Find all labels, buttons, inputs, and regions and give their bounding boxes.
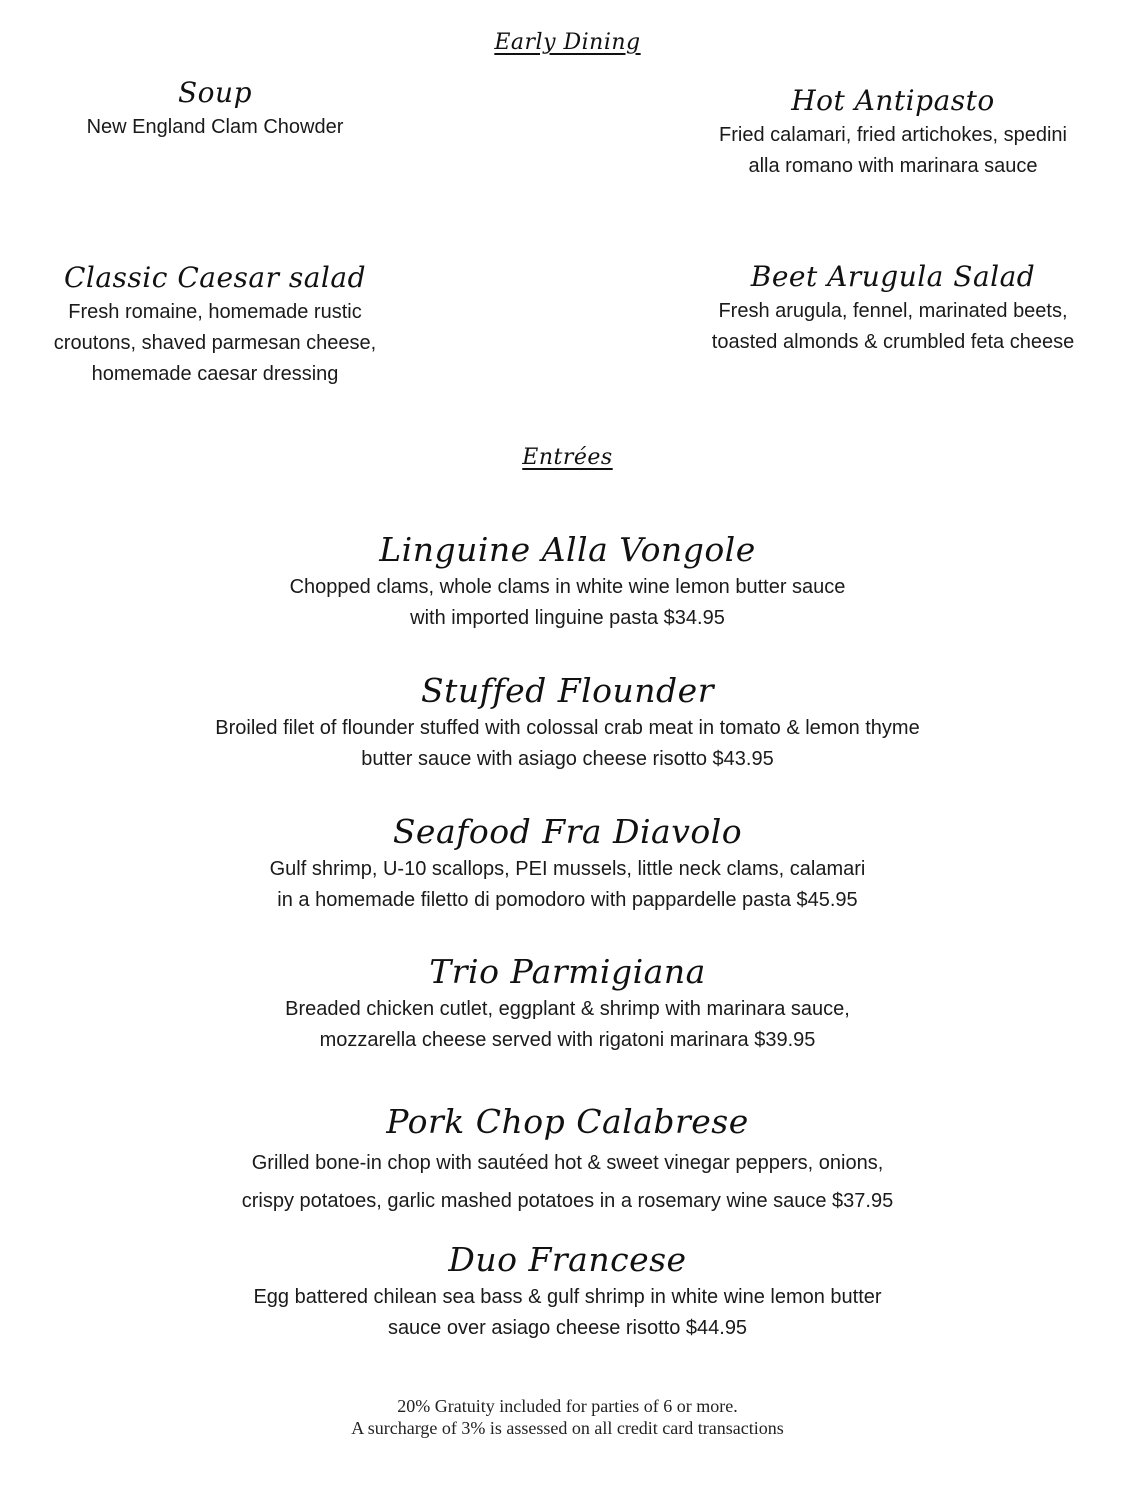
menu-item-beet-arugula-salad — [673, 260, 1113, 358]
entree-title: Linguine Alla Vongole — [379, 530, 756, 569]
entree-stuffed-flounder — [40, 671, 1095, 775]
item-title: Classic Caesar salad — [63, 261, 367, 294]
entree-title: Pork Chop Calabrese — [386, 1102, 749, 1141]
early-dining-heading: Early Dining — [494, 30, 641, 55]
entree-linguine-alla-vongole — [40, 530, 1095, 634]
entree-title: Seafood Fra Diavolo — [392, 812, 743, 851]
item-description: Fresh romaine, homemade rustic croutons, shaved parmesan cheese, homemade caesar dressing — [53, 300, 377, 385]
surcharge-note: A surcharge of 3% is assessed on all credit card transactions — [351, 1418, 784, 1438]
item-title: Hot Antipasto — [791, 84, 995, 117]
entree-description: Grilled bone-in chop with sautéed hot & sweet vinegar peppers, onions, crispy potatoes, garlic mashed potatoes in a rosemary wine sauce $37.95 — [241, 1151, 894, 1212]
entree-seafood-fra-diavolo — [40, 812, 1095, 916]
entree-description: Gulf shrimp, U-10 scallops, PEI mussels, little neck clams, calamari in a homemade filetto di pomodoro with pappardelle pasta $45.95 — [269, 857, 866, 911]
entree-trio-parmigiana — [40, 952, 1095, 1056]
gratuity-note: 20% Gratuity included for parties of 6 or more. — [397, 1396, 738, 1416]
menu-footer — [0, 1395, 1135, 1439]
entree-pork-chop-calabrese — [40, 1102, 1095, 1220]
entree-description: Egg battered chilean sea bass & gulf shrimp in white wine lemon butter sauce over asiago cheese risotto $44.95 — [253, 1285, 882, 1339]
entree-duo-francese — [40, 1240, 1095, 1344]
entrees-heading: Entrées — [522, 445, 613, 470]
entree-title: Trio Parmigiana — [429, 952, 706, 991]
item-description: Fried calamari, fried artichokes, spedini alla romano with marinara sauce — [719, 123, 1067, 177]
entree-description: Broiled filet of flounder stuffed with colossal crab meat in tomato & lemon thyme butter sauce with asiago cheese risotto $43.95 — [215, 716, 920, 770]
entree-title: Stuffed Flounder — [421, 671, 714, 710]
entree-description: Breaded chicken cutlet, eggplant & shrimp with marinara sauce, mozzarella cheese served with rigatoni marinara $39.95 — [285, 997, 850, 1051]
item-description: New England Clam Chowder — [86, 115, 344, 138]
entree-title: Duo Francese — [448, 1240, 687, 1279]
item-title: Soup — [178, 76, 252, 109]
menu-item-caesar-salad — [0, 261, 435, 390]
item-description: Fresh arugula, fennel, marinated beets, toasted almonds & crumbled feta cheese — [711, 299, 1075, 353]
item-title: Beet Arugula Salad — [750, 260, 1036, 293]
menu-item-soup — [0, 76, 435, 143]
menu-item-hot-antipasto — [673, 84, 1113, 182]
entree-description: Chopped clams, whole clams in white wine lemon butter sauce with imported linguine pasta $34.95 — [289, 575, 846, 629]
